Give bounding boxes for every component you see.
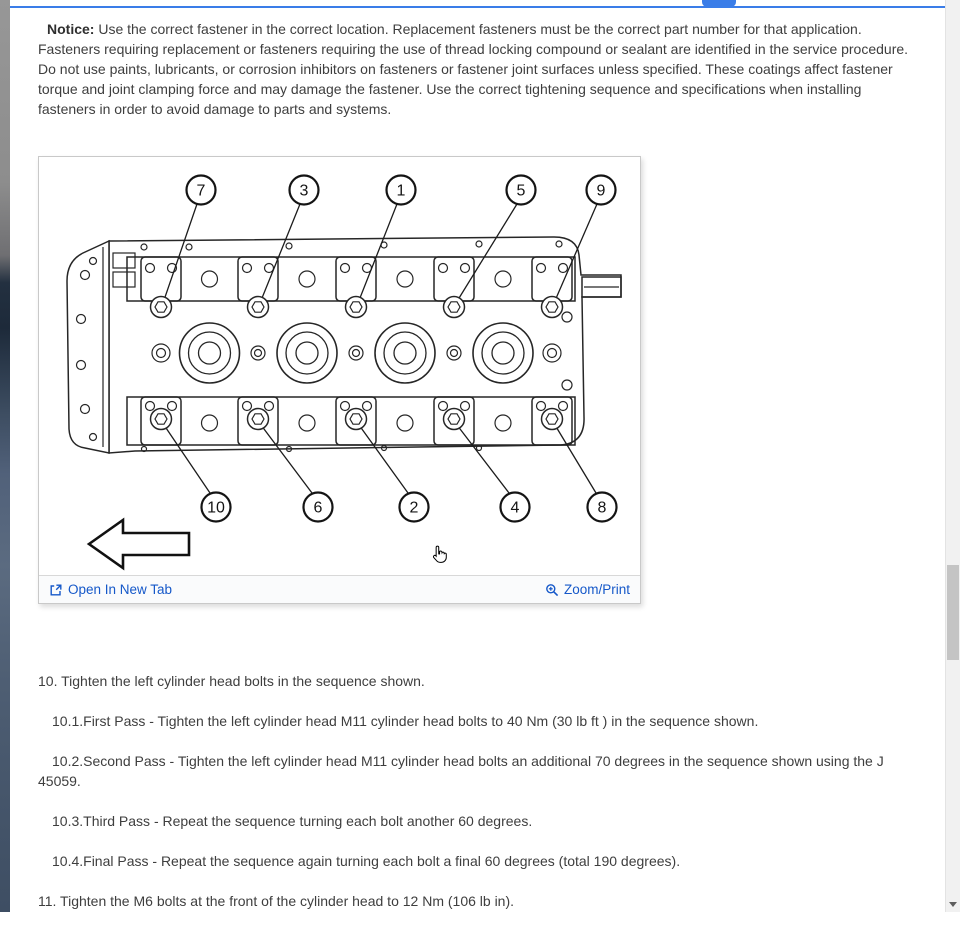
procedure-steps — [38, 671, 913, 911]
bolt-callout-3 — [290, 176, 319, 205]
step-10-2: 10.2.Second Pass - Tighten the left cylinder head M11 cylinder head bolts an additional 70 degrees in the sequence shown using the J 45059. — [38, 753, 884, 789]
svg-text:6: 6 — [313, 499, 323, 517]
bolt-callout-9 — [587, 176, 616, 205]
bolt-callout-5 — [507, 176, 536, 205]
svg-text:7: 7 — [196, 182, 206, 200]
scrollbar-thumb[interactable] — [947, 565, 959, 660]
notice-text: Use the correct fastener in the correct location. Replacement fasteners must be the correct part number for that application. Fasteners requiring replacement or fasteners requiring the use of thread locking compound or sealant are identified in the service procedure. Do not use paints, lubricants, or corrosion inhibitors on fasteners or fastener joint surfaces unless specified. These coatings affect fastener torque and joint clamping force and may damage the fastener. Use the correct tightening sequence and specifications when installing fasteners in order to avoid damage to parts and systems. — [38, 21, 909, 117]
svg-text:3: 3 — [299, 182, 309, 200]
svg-text:8: 8 — [597, 499, 607, 517]
bolt-callout-2 — [400, 493, 429, 522]
notice-paragraph — [38, 19, 913, 119]
open-in-new-tab-label: Open In New Tab — [68, 581, 173, 597]
open-in-new-tab-icon — [49, 583, 63, 597]
bolt-callout-6 — [304, 493, 333, 522]
engine-head-drawing — [39, 157, 640, 575]
svg-text:5: 5 — [516, 182, 526, 200]
diagram-figure — [38, 156, 641, 604]
svg-text:9: 9 — [596, 182, 606, 200]
cylinder-head-diagram — [39, 157, 640, 575]
hand-cursor-icon — [428, 544, 450, 568]
open-in-new-tab-link[interactable] — [49, 580, 172, 600]
notice-label: Notice: — [47, 21, 95, 37]
bolt-callout-8 — [588, 493, 617, 522]
bolt-callout-10 — [202, 493, 231, 522]
article-content — [10, 8, 945, 931]
zoom-icon — [545, 583, 559, 597]
vertical-scrollbar[interactable] — [945, 0, 960, 912]
bolt-callout-4 — [501, 493, 530, 522]
front-direction-arrow — [89, 520, 189, 568]
svg-text:10: 10 — [207, 499, 225, 517]
step-10: 10. Tighten the left cylinder head bolts in the sequence shown. — [38, 673, 425, 689]
svg-text:4: 4 — [510, 499, 520, 517]
toolbar-bottom-edge — [10, 0, 945, 8]
scrollbar-down-button[interactable] — [946, 897, 960, 912]
step-10-3: 10.3.Third Pass - Repeat the sequence turning each bolt another 60 degrees. — [52, 813, 533, 829]
toolbar-accent — [702, 0, 736, 7]
bolt-callout-7 — [187, 176, 216, 205]
figure-toolbar — [39, 575, 640, 603]
step-10-4: 10.4.Final Pass - Repeat the sequence again turning each bolt a final 60 degrees (total 190 degrees). — [52, 853, 681, 869]
svg-text:1: 1 — [396, 182, 406, 200]
zoom-print-link[interactable] — [545, 580, 630, 600]
step-10-1: 10.1.First Pass - Tighten the left cylinder head M11 cylinder head bolts to 40 Nm (30 lb ft ) in the sequence shown. — [52, 713, 759, 729]
background-image-sliver — [0, 0, 10, 912]
zoom-print-label: Zoom/Print — [563, 581, 630, 597]
svg-text:2: 2 — [409, 499, 419, 517]
step-11: 11. Tighten the M6 bolts at the front of the cylinder head to 12 Nm (106 lb in). — [38, 893, 515, 909]
scroll-down-arrow-icon — [949, 902, 957, 907]
bolt-callout-1 — [387, 176, 416, 205]
